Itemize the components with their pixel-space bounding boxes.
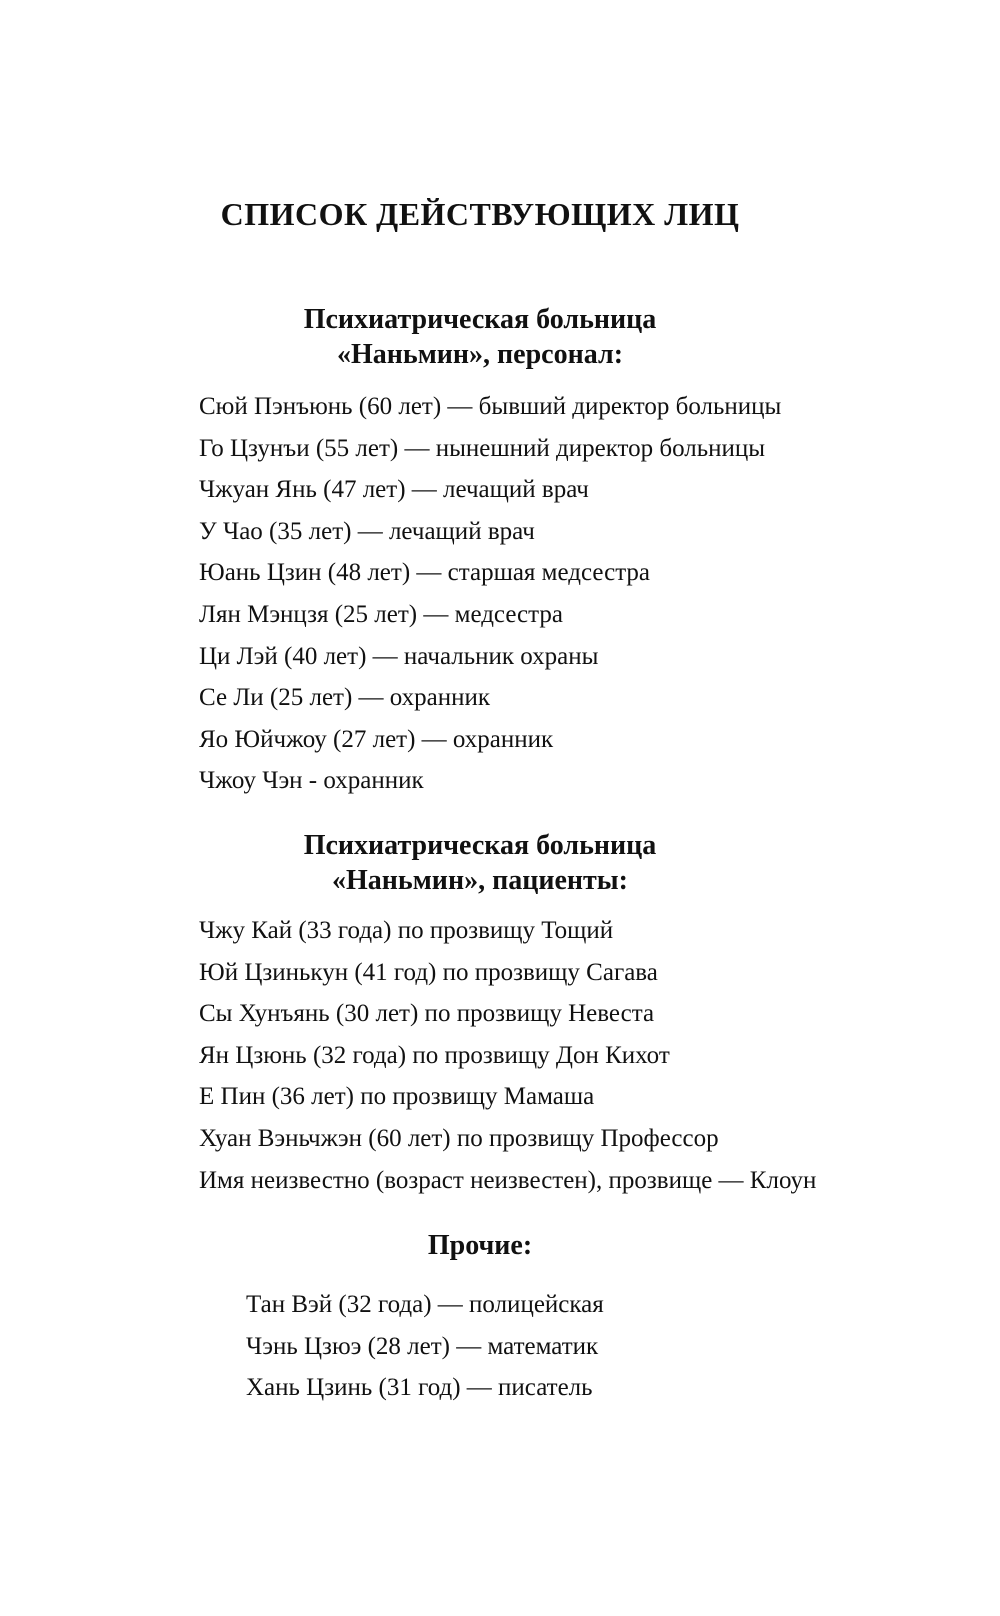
section-heading-others — [0, 1228, 960, 1263]
list-item: Ян Цзюнь (32 года) по прозвищу Дон Кихот — [199, 1041, 670, 1069]
list-item: Чжу Кай (33 года) по прозвищу Тощий — [199, 917, 614, 944]
page-title: СПИСОК ДЕЙСТВУЮЩИХ ЛИЦ — [220, 196, 740, 232]
others-list — [246, 1284, 604, 1409]
section-heading-line: Прочие: — [427, 1230, 533, 1261]
list-item: Чжоу Чэн - охранник — [199, 767, 424, 795]
list-item: Чэнь Цзюэ (28 лет) — математик — [246, 1332, 599, 1360]
list-item: Е Пин (36 лет) по прозвищу Мамаша — [199, 1083, 595, 1111]
list-item: У Чао (35 лет) — лечащий врач — [199, 517, 535, 545]
section-heading-line: Психиатрическая больница — [303, 304, 657, 335]
list-item: Тан Вэй (32 года) — полицейская — [246, 1291, 604, 1318]
list-item: Ци Лэй (40 лет) — начальник охраны — [199, 642, 599, 670]
list-item: Сы Хунъянь (30 лет) по прозвищу Невеста — [199, 1000, 655, 1028]
list-item: Юань Цзин (48 лет) — старшая медсестра — [199, 559, 651, 587]
list-item: Чжуан Янь (47 лет) — лечащий врач — [199, 476, 589, 504]
list-item: Имя неизвестно (возраст неизвестен), прозвище — Клоун — [199, 1166, 817, 1194]
list-item: Яо Юйчжоу (27 лет) — охранник — [199, 725, 554, 753]
section-heading-patients — [0, 828, 960, 898]
list-item: Хуан Вэньчжэн (60 лет) по прозвищу Профессор — [199, 1124, 719, 1152]
list-item: Лян Мэнцзя (25 лет) — медсестра — [199, 600, 563, 628]
section-heading-line: Психиатрическая больница — [303, 830, 657, 861]
section-heading-line: «Наньмин», пациенты: — [332, 865, 628, 896]
patients-list — [199, 910, 816, 1201]
list-item: Го Цзунъи (55 лет) — нынешний директор больницы — [199, 434, 766, 462]
list-item: Сюй Пэнъюнь (60 лет) — бывший директор больницы — [199, 393, 782, 420]
list-item: Се Ли (25 лет) — охранник — [199, 684, 491, 712]
section-heading-staff — [0, 302, 960, 372]
list-item: Хань Цзинь (31 год) — писатель — [246, 1374, 593, 1402]
staff-list — [199, 386, 781, 802]
list-item: Юй Цзинькун (41 год) по прозвищу Сагава — [199, 958, 658, 986]
section-heading-line: «Наньмин», персонал: — [336, 339, 624, 370]
